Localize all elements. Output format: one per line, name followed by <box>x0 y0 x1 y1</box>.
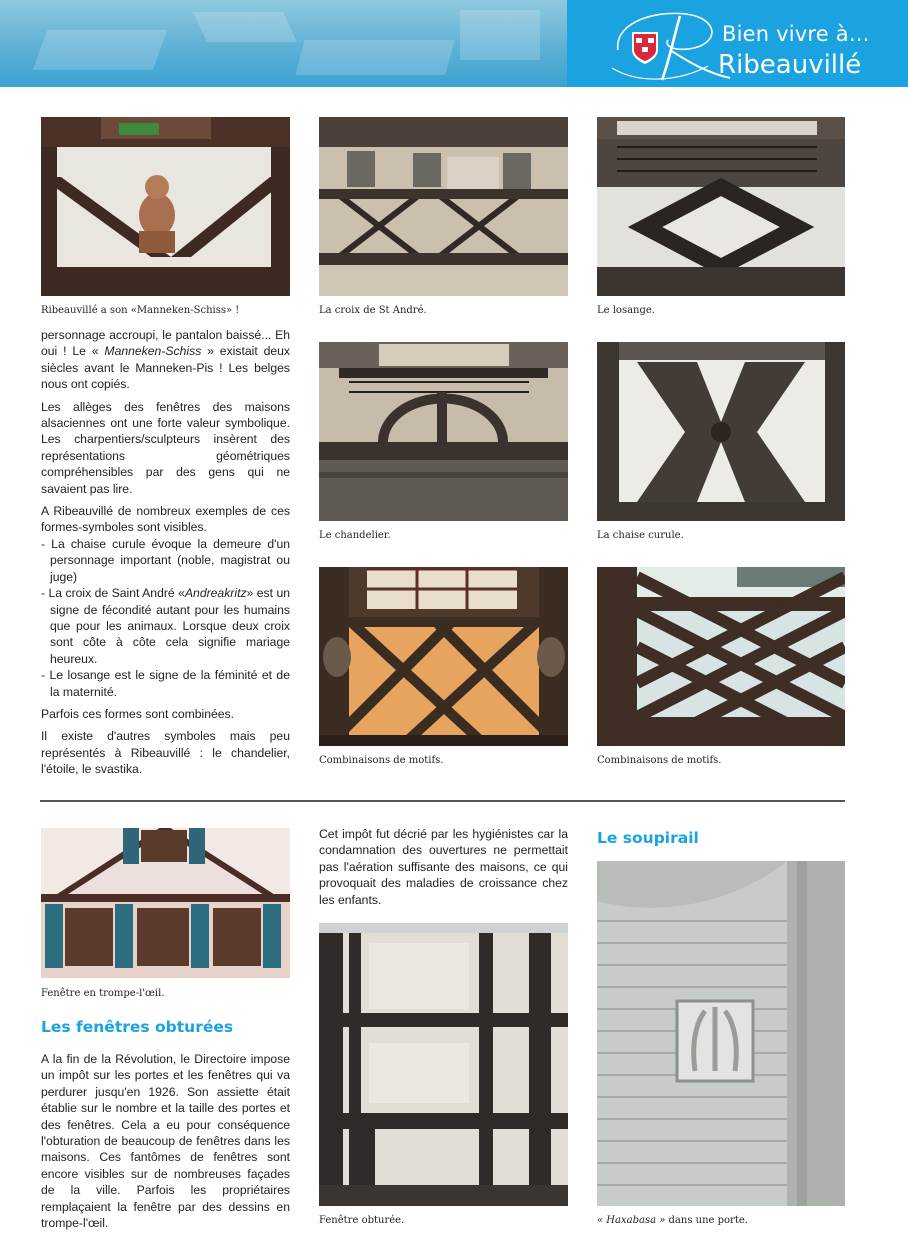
list-item: - Le losange est le signe de la féminité et de la maternité. <box>41 667 290 700</box>
caption-haxabasa: « Haxabasa » dans une porte. <box>597 1215 748 1226</box>
photo-manneken-schiss <box>41 117 290 296</box>
hygienistes-text <box>319 826 568 914</box>
caption-trompe-loeil: Fenêtre en trompe-l'œil. <box>41 988 165 999</box>
section-divider <box>40 800 845 802</box>
caption-combinaisons-1: Combinaisons de motifs. <box>319 755 444 766</box>
paragraph-hygienistes: Cet impôt fut décrié par les hygiénistes car la condamnation des ouvertures ne permettait pas l'aération suffisante des maisons, ce qui provoquait des maladies de croissance chez les enfants. <box>319 827 568 907</box>
list-item: - La croix de Saint André «Andreakritz» est un signe de fécondité autant pour les humains que pour les animaux. Lorsque deux croix sont côte à côte cela signifie mariage heureux. <box>41 585 290 667</box>
paragraph-directoire: A la fin de la Révolution, le Directoire impose un impôt sur les portes et les fenêtres qui va perdurer jusqu'en 1926. Son assiette était établie sur le nombre et la taille des portes et des fenêtres. Cela a eu pour conséquence l'obturation de beaucoup de fenêtres dans les maisons. Ces fantômes de fenêtres sont encore visibles sur de nombreuses façades de la ville. Parfois les propriétaires remplaçaient la fenêtre par des dessins en trompe-l'œil. <box>41 1052 290 1231</box>
photo-chandelier <box>319 342 568 521</box>
brand-town-name: Ribeauvillé <box>718 50 862 80</box>
photo-losange <box>597 117 845 296</box>
caption-fenetre-obturee: Fenêtre obturée. <box>319 1215 405 1226</box>
paragraph-alleges: Les allèges des fenêtres des maisons alsaciennes ont une forte valeur symbolique. Les charpentiers/sculpteurs insèrent des représentations géométriques compréhensibles par des gens qui ne savaient pas lire. <box>41 399 290 496</box>
paragraph-manneken: personnage accroupi, le pantalon baissé... Eh oui ! Le « Manneken-Schiss » existait deux siècles avant le Manneken-Pis ! Les belges nous ont copiés. <box>41 328 291 392</box>
heading-fenetres-obturees: Les fenêtres obturées <box>41 1018 234 1036</box>
symbolism-text <box>41 327 290 784</box>
symbol-list <box>41 536 290 700</box>
caption-combinaisons-2: Combinaisons de motifs. <box>597 755 722 766</box>
photo-croix-st-andre <box>319 117 568 296</box>
caption-chandelier: Le chandelier. <box>319 530 391 541</box>
ribeauville-crest-icon <box>630 30 660 66</box>
banner-photo <box>0 0 567 87</box>
caption-croix: La croix de St André. <box>319 305 427 316</box>
photo-chaise-curule <box>597 342 845 521</box>
caption-losange: Le losange. <box>597 305 655 316</box>
header-banner <box>0 0 908 87</box>
paragraph-autres-symboles: Il existe d'autres symboles mais peu représentés à Ribeauvillé : le chandelier, l'étoile, le svastika. <box>41 729 290 777</box>
list-item: - La chaise curule évoque la demeure d'un personnage important (noble, magistrat ou juge) <box>41 536 290 585</box>
fenetres-body-text <box>41 1051 290 1237</box>
brand-tagline: Bien vivre à... <box>722 22 870 46</box>
photo-combinaisons-2 <box>597 567 845 746</box>
caption-chaise: La chaise curule. <box>597 530 684 541</box>
photo-fenetre-obturee <box>319 923 568 1206</box>
photo-combinaisons-1 <box>319 567 568 746</box>
caption-manneken: Ribeauvillé a son «Manneken-Schiss» ! <box>41 305 240 316</box>
photo-haxabasa <box>597 861 845 1206</box>
photo-trompe-loeil <box>41 828 290 978</box>
heading-soupirail: Le soupirail <box>597 829 699 847</box>
paragraph-combinees: Parfois ces formes sont combinées. <box>41 706 235 721</box>
paragraph-exemples: A Ribeauvillé de nombreux exemples de ces formes-symboles sont visibles. <box>41 504 290 535</box>
